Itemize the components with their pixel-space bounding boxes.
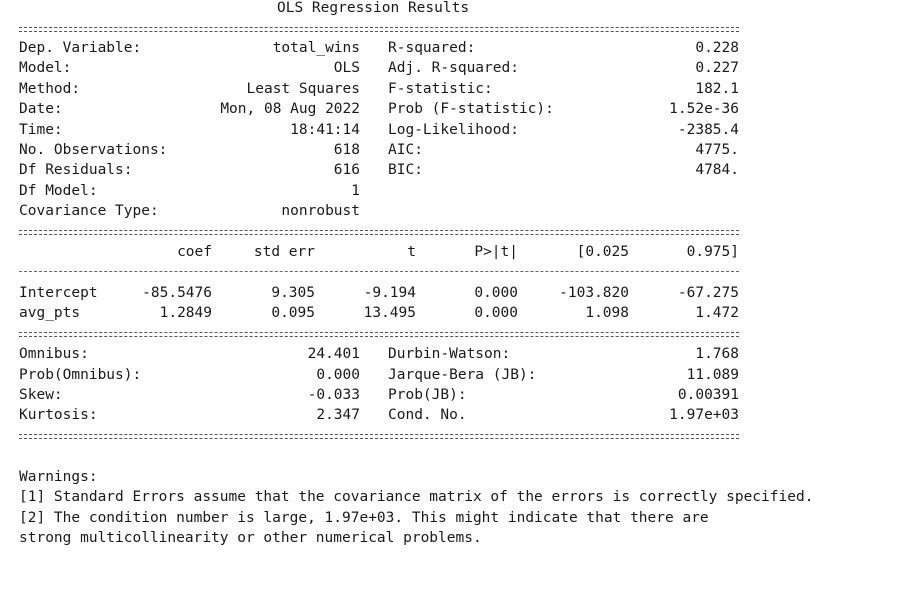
summary-value: 1 bbox=[351, 183, 360, 199]
summary-label: Method: bbox=[19, 81, 81, 97]
diagnostic-value: -0.033 bbox=[307, 387, 360, 403]
diagnostic-value: 2.347 bbox=[316, 407, 360, 423]
summary-label: Time: bbox=[19, 122, 63, 138]
coef-header: coef bbox=[177, 244, 212, 260]
ci-high-cell: 1.472 bbox=[695, 305, 739, 321]
summary-label: Dep. Variable: bbox=[19, 40, 142, 56]
summary-label: Adj. R-squared: bbox=[388, 60, 519, 76]
diagnostic-value: 24.401 bbox=[307, 346, 360, 362]
summary-value: 1.52e-36 bbox=[669, 101, 739, 117]
ci-low-cell: 1.098 bbox=[585, 305, 629, 321]
coef-header: P>|t| bbox=[474, 244, 518, 260]
double-rule-bottom bbox=[19, 434, 739, 439]
summary-label: Covariance Type: bbox=[19, 203, 159, 219]
diagnostic-label: Durbin-Watson: bbox=[388, 346, 511, 362]
summary-value: Least Squares bbox=[246, 81, 360, 97]
t-cell: 13.495 bbox=[363, 305, 416, 321]
summary-label: Df Model: bbox=[19, 183, 98, 199]
summary-value: 182.1 bbox=[695, 81, 739, 97]
ci-high-cell: -67.275 bbox=[677, 285, 739, 301]
diagnostic-label: Skew: bbox=[19, 387, 63, 403]
summary-value: 0.228 bbox=[695, 40, 739, 56]
diagnostic-label: Omnibus: bbox=[19, 346, 89, 362]
p-cell: 0.000 bbox=[474, 285, 518, 301]
summary-value: Mon, 08 Aug 2022 bbox=[220, 101, 360, 117]
summary-label: BIC: bbox=[388, 162, 423, 178]
ci-low-cell: -103.820 bbox=[559, 285, 629, 301]
summary-value: 0.227 bbox=[695, 60, 739, 76]
warning-line: strong multicollinearity or other numerical problems. bbox=[19, 530, 482, 546]
warning-line: [2] The condition number is large, 1.97e+03. This might indicate that there are bbox=[19, 510, 709, 526]
summary-value: 618 bbox=[333, 142, 360, 158]
coef-header: std err bbox=[253, 244, 315, 260]
summary-label: No. Observations: bbox=[19, 142, 168, 158]
coef-cell: 1.2849 bbox=[159, 305, 212, 321]
diagnostic-label: Jarque-Bera (JB): bbox=[388, 367, 537, 383]
diagnostic-value: 1.768 bbox=[695, 346, 739, 362]
coef-header: t bbox=[407, 244, 416, 260]
warning-line: [1] Standard Errors assume that the covariance matrix of the errors is correctly specified. bbox=[19, 489, 814, 505]
summary-value: 616 bbox=[333, 162, 360, 178]
diagnostic-value: 11.089 bbox=[686, 367, 739, 383]
diagnostic-label: Kurtosis: bbox=[19, 407, 98, 423]
warnings-heading: Warnings: bbox=[19, 469, 98, 485]
double-rule bbox=[19, 332, 739, 337]
coef-cell: -85.5476 bbox=[142, 285, 212, 301]
summary-label: Model: bbox=[19, 60, 72, 76]
single-rule bbox=[19, 271, 739, 272]
double-rule bbox=[19, 230, 739, 235]
summary-value: total_wins bbox=[272, 40, 360, 56]
summary-label: R-squared: bbox=[388, 40, 476, 56]
summary-value: 4784. bbox=[695, 162, 739, 178]
coef-header: [0.025 bbox=[576, 244, 629, 260]
diagnostic-value: 0.00391 bbox=[677, 387, 739, 403]
summary-label: Prob (F-statistic): bbox=[388, 101, 554, 117]
summary-value: -2385.4 bbox=[677, 122, 739, 138]
diagnostic-label: Cond. No. bbox=[388, 407, 467, 423]
summary-label: Log-Likelihood: bbox=[388, 122, 519, 138]
diagnostic-label: Prob(JB): bbox=[388, 387, 467, 403]
summary-value: OLS bbox=[333, 60, 360, 76]
summary-label: Df Residuals: bbox=[19, 162, 133, 178]
summary-label: F-statistic: bbox=[388, 81, 493, 97]
double-rule-top bbox=[19, 27, 739, 32]
summary-value: nonrobust bbox=[281, 203, 360, 219]
summary-label: Date: bbox=[19, 101, 63, 117]
stderr-cell: 0.095 bbox=[271, 305, 315, 321]
diagnostic-value: 0.000 bbox=[316, 367, 360, 383]
p-cell: 0.000 bbox=[474, 305, 518, 321]
summary-value: 18:41:14 bbox=[290, 122, 360, 138]
t-cell: -9.194 bbox=[363, 285, 416, 301]
summary-value: 4775. bbox=[695, 142, 739, 158]
stderr-cell: 9.305 bbox=[271, 285, 315, 301]
coef-header: 0.975] bbox=[686, 244, 739, 260]
diagnostic-value: 1.97e+03 bbox=[669, 407, 739, 423]
diagnostic-label: Prob(Omnibus): bbox=[19, 367, 142, 383]
row-name: Intercept bbox=[19, 285, 98, 301]
report-title: OLS Regression Results bbox=[277, 0, 470, 16]
row-name: avg_pts bbox=[19, 305, 81, 321]
summary-label: AIC: bbox=[388, 142, 423, 158]
